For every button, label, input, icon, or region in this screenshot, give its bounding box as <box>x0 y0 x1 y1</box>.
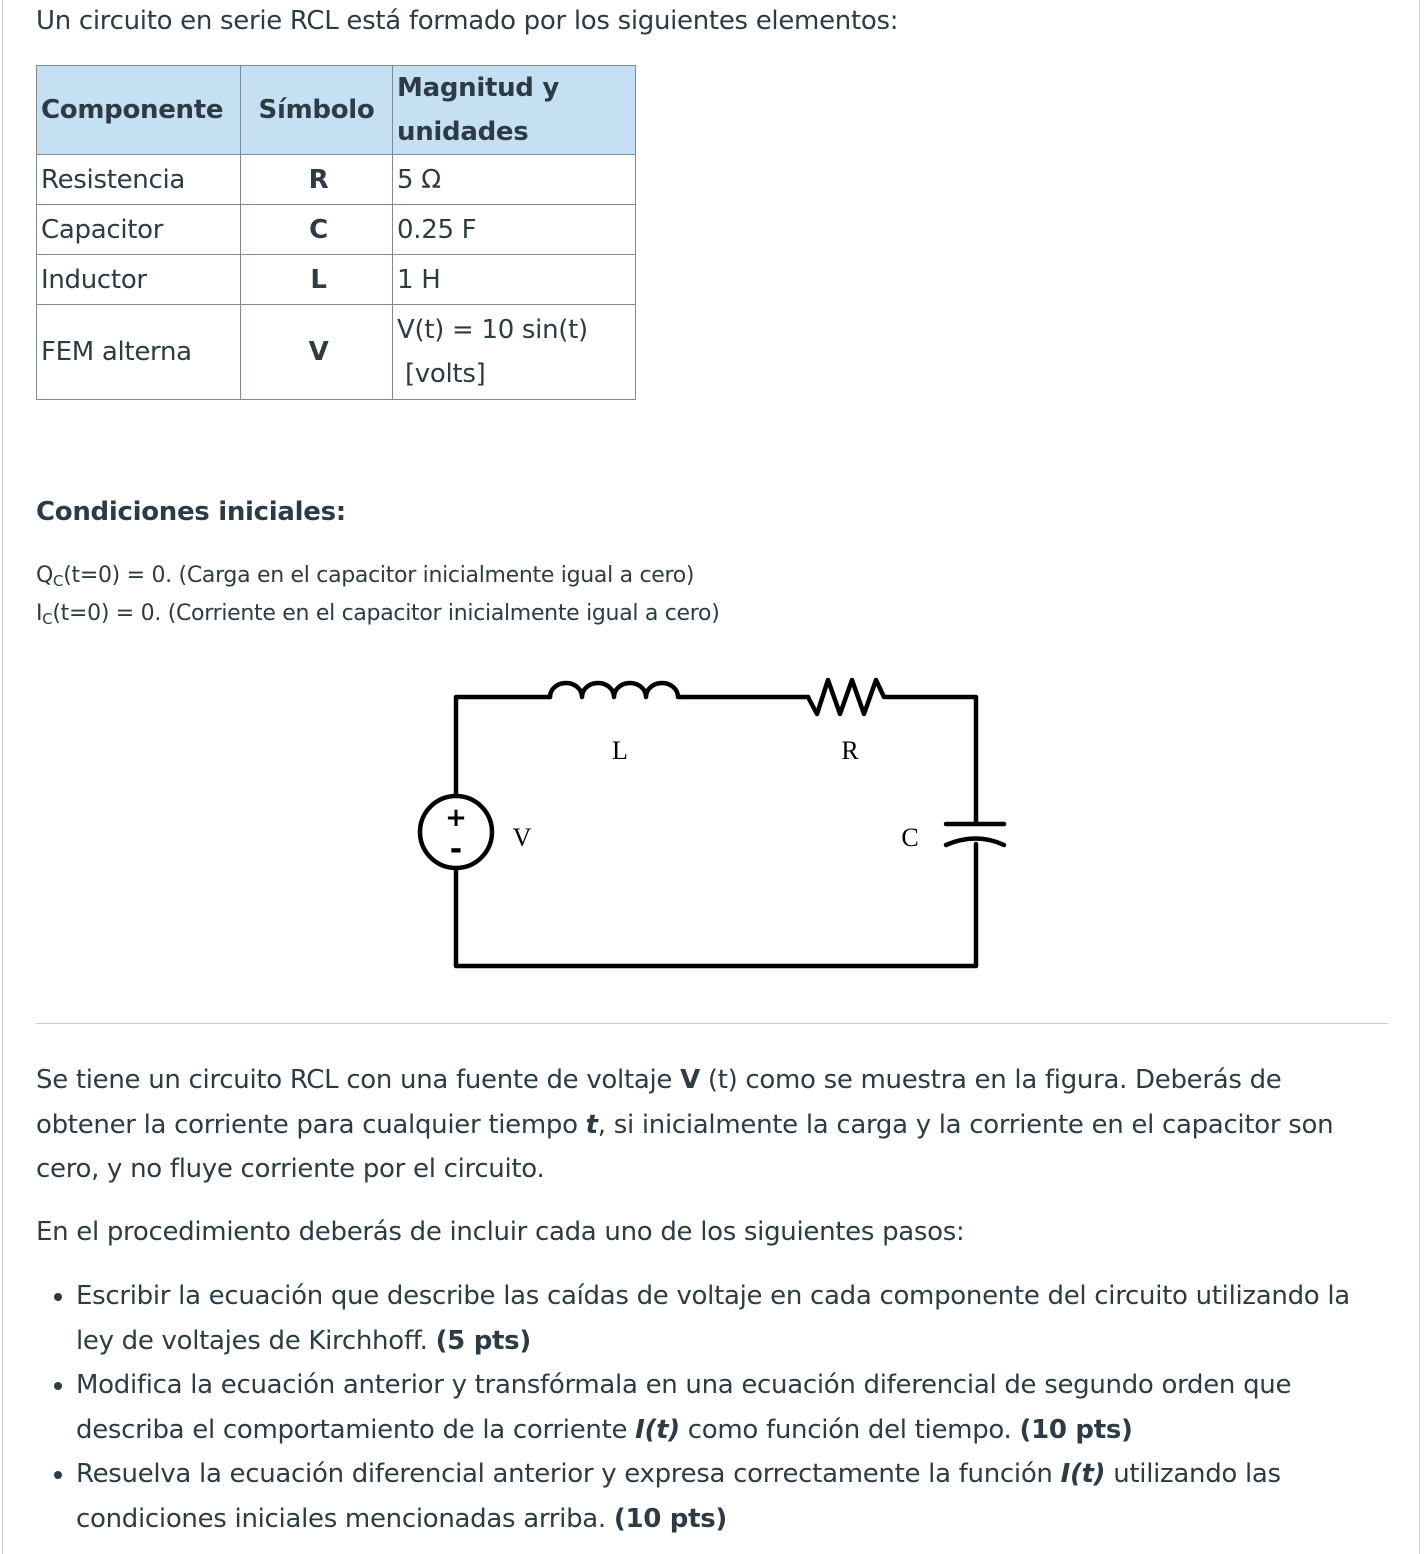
q-sub: C <box>53 572 64 590</box>
step1-text: Escribir la ecuación que describe las caídas de voltaje en cada componente del circuito utilizando la ley de voltajes de Kirchhoff. <box>76 1281 1350 1356</box>
wire-left-bottom <box>456 844 976 966</box>
cell-value-line2: [volts] <box>404 359 486 389</box>
p1-text-e: , si inicialmente la carga y la corriente en el capacitor son cero, y no fluye corriente por el circuito. <box>36 1109 1334 1184</box>
label-C: C <box>901 823 919 852</box>
cell-symbol: L <box>241 255 393 305</box>
step3-points: (10 pts) <box>613 1503 727 1534</box>
step2-function: I(t) <box>635 1414 680 1445</box>
cell-component: Inductor <box>37 255 241 305</box>
list-item <box>76 1274 1386 1363</box>
list-item <box>76 1363 1386 1452</box>
cell-component: Resistencia <box>37 155 241 205</box>
wire-left-top <box>456 697 550 796</box>
intro-text: Un circuito en serie RCL está formado por los siguientes elementos: <box>36 6 899 36</box>
cell-symbol: V <box>241 305 393 400</box>
cell-value: 1 H <box>393 255 636 305</box>
table-row <box>37 205 636 255</box>
list-item <box>76 1452 1386 1541</box>
i-prefix: I <box>36 601 43 626</box>
cell-symbol: C <box>241 205 393 255</box>
circuit-diagram <box>410 660 1010 980</box>
i-rest: (t=0) = 0. (Corriente en el capacitor inicialmente igual a cero) <box>52 601 720 626</box>
step3-text-a: Resuelva la ecuación diferencial anterior y expresa correctamente la función <box>76 1459 1061 1489</box>
header-magnitude-line1: Magnitud y <box>397 73 560 103</box>
steps-list <box>36 1274 1386 1541</box>
resistor-zigzag <box>808 680 976 824</box>
step2-text-b: como función del tiempo. <box>679 1414 1020 1445</box>
step1-points: (5 pts) <box>435 1325 531 1356</box>
header-symbol: Símbolo <box>241 66 393 155</box>
section-divider <box>36 1023 1388 1024</box>
cell-value: 0.25 F <box>393 205 636 255</box>
condition-current <box>36 601 720 628</box>
step3-text-b: utilizando las condiciones iniciales mencionadas arriba. <box>76 1459 1281 1534</box>
condition-charge <box>36 563 694 590</box>
p1-text-a: Se tiene un circuito RCL con una fuente de voltaje <box>36 1065 681 1095</box>
table-header-row <box>37 66 636 155</box>
cell-value <box>393 305 636 400</box>
header-magnitude-line2: unidades <box>397 117 529 147</box>
inductor-coil <box>550 683 682 697</box>
table-row <box>37 305 636 400</box>
p1-text-c: (t) como se muestra en la figura. Deberás de obtener la corriente para cualquier tiempo <box>36 1065 1282 1140</box>
problem-paragraph <box>36 1058 1386 1192</box>
procedure-intro: En el procedimiento deberás de incluir cada uno de los siguientes pasos: <box>36 1217 965 1247</box>
step2-text-a: Modifica la ecuación anterior y transfórmala en una ecuación diferencial de segundo orden que describa el comportamiento de la corriente <box>76 1370 1292 1445</box>
p1-voltage-symbol: V <box>680 1065 700 1095</box>
table-row <box>37 255 636 305</box>
p1-time-symbol: t <box>585 1109 598 1140</box>
source-minus: - <box>449 832 463 867</box>
cell-symbol: R <box>241 155 393 205</box>
label-R: R <box>841 736 859 765</box>
cell-value: 5 Ω <box>393 155 636 205</box>
i-sub: C <box>42 610 53 628</box>
step2-points: (10 pts) <box>1019 1414 1133 1445</box>
header-component: Componente <box>37 66 241 155</box>
table-row <box>37 155 636 205</box>
step3-function: I(t) <box>1060 1459 1106 1489</box>
components-table <box>36 65 636 400</box>
cell-value-line1: V(t) = 10 sin(t) <box>397 315 588 345</box>
cell-component: Capacitor <box>37 205 241 255</box>
q-rest: (t=0) = 0. (Carga en el capacitor inicialmente igual a cero) <box>63 563 695 588</box>
header-magnitude <box>393 66 636 155</box>
label-V: V <box>512 823 532 852</box>
source-plus: + <box>445 803 467 833</box>
cell-component: FEM alterna <box>37 305 241 400</box>
label-L: L <box>612 736 628 765</box>
q-prefix: Q <box>36 563 54 588</box>
conditions-title: Condiciones iniciales: <box>36 497 346 527</box>
